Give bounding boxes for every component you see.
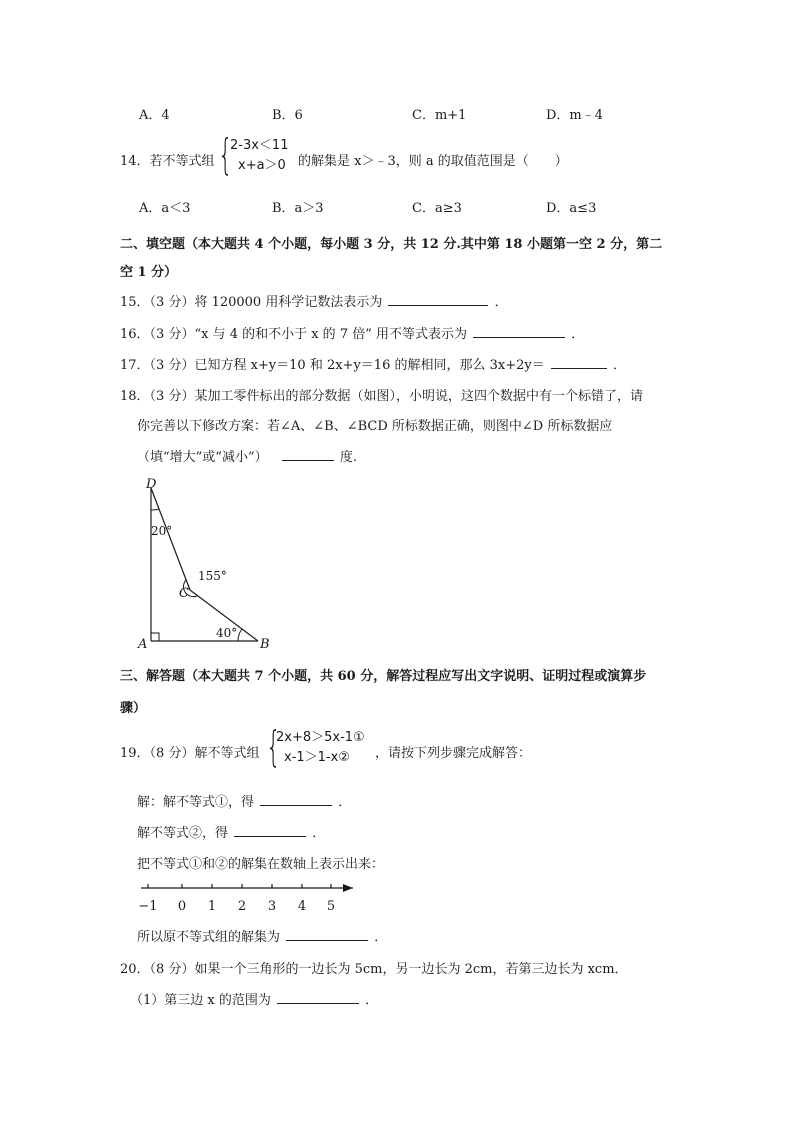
- q19-step2-end: ．: [312, 826, 326, 841]
- q19-tail: ，请按下列步骤完成解答：: [375, 746, 532, 761]
- q17: [120, 354, 626, 373]
- label-c: C: [179, 586, 189, 601]
- q18-hint: （填“增大”或“减小”）: [137, 450, 268, 465]
- q14-number: 14．若不等式组: [120, 154, 215, 169]
- q20-line1: 20．（8 分）如果一个三角形的一边长为 5cm，另一边长为 2cm，若第三边长为 xcm．: [120, 962, 628, 977]
- q13-option-c[interactable]: C．m+1: [412, 108, 467, 123]
- q19-number: 19．（8 分）解不等式组: [120, 746, 260, 761]
- q18-line2: 你完善以下修改方案：若∠A、∠B、∠BCD 所标数据正确，则图中∠D 所标数据应: [137, 419, 613, 434]
- q19-eq1: 2x+8＞5x-1①: [276, 730, 365, 745]
- q14-brace: {: [218, 130, 233, 179]
- q15-answer-blank[interactable]: [388, 291, 488, 306]
- q19-brace: {: [266, 722, 281, 771]
- tick-label-3: 3: [267, 899, 277, 914]
- section2-heading-cont: 空 1 分）: [120, 265, 178, 280]
- segment-dc: [151, 488, 190, 590]
- q19-step2: [137, 822, 325, 841]
- q19-step3: 把不等式①和②的解集在数轴上表示出来：: [137, 857, 385, 872]
- q14-eq2: x+a＞0: [238, 158, 286, 173]
- label-d: D: [146, 477, 157, 492]
- q13-option-a[interactable]: A．4: [139, 108, 170, 123]
- q16: [120, 323, 584, 342]
- section3-heading: 三、解答题（本大题共 7 个小题，共 60 分，解答过程应写出文字说明、证明过程或演算步: [120, 669, 647, 684]
- triangle-figure: [130, 470, 290, 655]
- q20-sub1-blank[interactable]: [277, 989, 359, 1004]
- q16-end: ．: [571, 327, 585, 342]
- tick-label-5: 5: [326, 899, 336, 914]
- q19-step4: [137, 926, 387, 945]
- q14-eq1: 2-3x＜11: [230, 138, 289, 153]
- q14-tail: 的解集是 x＞﹣3，则 a 的取值范围是（ ）: [298, 154, 568, 169]
- q19-step4-blank[interactable]: [286, 926, 368, 941]
- q19-system: [276, 728, 365, 768]
- q20-sub1-text: （1）第三边 x 的范围为: [130, 993, 271, 1008]
- angle-b-value: 40°: [216, 626, 238, 640]
- angle-b-arc: [238, 629, 242, 641]
- q15-text: 15．（3 分）将 120000 用科学记数法表示为: [120, 295, 383, 310]
- label-a: A: [138, 637, 148, 652]
- tick-label-neg1: −1: [138, 899, 158, 914]
- q18-answer-blank[interactable]: [282, 446, 334, 461]
- q15-end: ．: [494, 295, 508, 310]
- q13-option-b[interactable]: B．6: [272, 108, 303, 123]
- q19-step1: [137, 791, 351, 810]
- q17-text: 17．（3 分）已知方程 x+y＝10 和 2x+y＝16 的解相同，那么 3x+2y＝: [120, 358, 545, 373]
- q17-end: ．: [613, 358, 627, 373]
- q19-step1-text: 解：解不等式①，得: [137, 795, 255, 810]
- q14-option-a[interactable]: A．a＜3: [139, 201, 191, 216]
- q19-step4-end: ．: [374, 930, 388, 945]
- q14-option-c[interactable]: C．a≥3: [412, 201, 462, 216]
- q16-answer-blank[interactable]: [473, 323, 565, 338]
- q14-option-d[interactable]: D．a≤3: [546, 201, 597, 216]
- q19-eq2: x-1＞1-x②: [284, 750, 350, 765]
- angle-d-value: 20°: [151, 524, 173, 538]
- angle-d-arc: [151, 509, 159, 510]
- q18-line3: [137, 446, 357, 465]
- label-b: B: [260, 637, 270, 652]
- section2-heading: 二、填空题（本大题共 4 个小题，每小题 3 分，共 12 分.其中第 18 小题第一空 2 分，第二: [120, 237, 663, 252]
- q17-answer-blank[interactable]: [551, 354, 607, 369]
- tick-label-0: 0: [177, 899, 187, 914]
- q18-end: 度.: [339, 450, 358, 465]
- q20-sub1-end: ．: [365, 993, 379, 1008]
- number-line[interactable]: [135, 878, 365, 918]
- q13-option-d[interactable]: D．m﹣4: [546, 108, 604, 123]
- right-angle-mark: [151, 633, 159, 641]
- q14-option-b[interactable]: B．a＞3: [272, 201, 324, 216]
- q19-step2-blank[interactable]: [234, 822, 306, 837]
- q19-step2-text: 解不等式②，得: [137, 826, 229, 841]
- q16-text: 16．（3 分）“x 与 4 的和不小于 x 的 7 倍” 用不等式表示为: [120, 327, 468, 342]
- angle-c-value: 155°: [198, 569, 227, 583]
- q19-step1-blank[interactable]: [260, 791, 332, 806]
- q15: [120, 291, 508, 310]
- tick-label-4: 4: [297, 899, 307, 914]
- q18-line1: 18．（3 分）某加工零件标出的部分数据（如图），小明说，这四个数据中有一个标错了，请: [120, 389, 643, 404]
- section3-heading-cont: 骤）: [120, 701, 147, 716]
- tick-label-2: 2: [237, 899, 247, 914]
- q19-step1-end: ．: [338, 795, 352, 810]
- axis-arrow-icon: [343, 884, 353, 892]
- q14-system: [230, 136, 288, 176]
- q20-sub1: [130, 989, 378, 1008]
- q19-step4-text: 所以原不等式组的解集为: [137, 930, 281, 945]
- tick-label-1: 1: [207, 899, 217, 914]
